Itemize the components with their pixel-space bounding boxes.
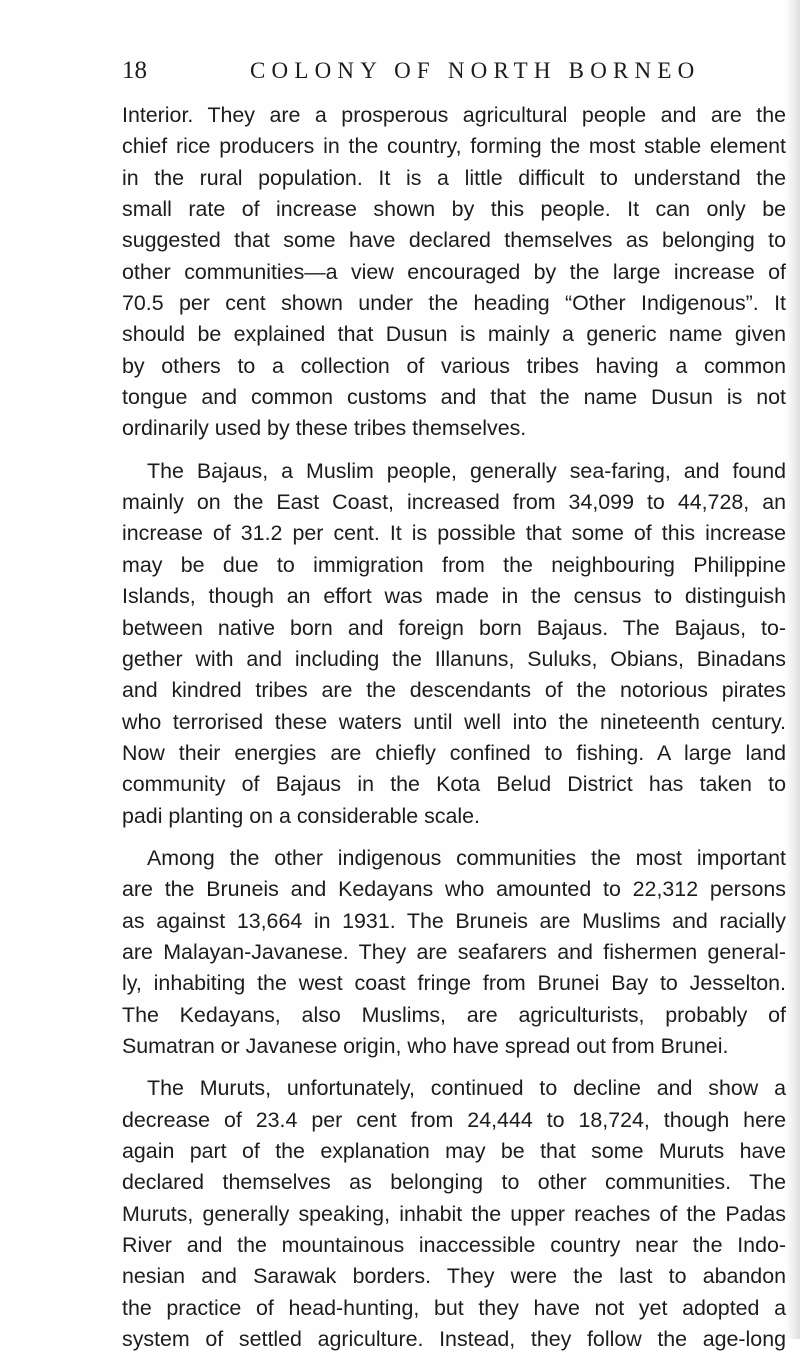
text-line: nesian and Sarawak borders. They were the last to abandon [122,1264,786,1289]
text-line: Among the other indigenous communities the most important [147,845,786,870]
text-line: The Muruts, unfortunately, continued to decline and show a [147,1076,786,1101]
text-line: system of settled agriculture. Instead, they follow the age-long [122,1327,786,1352]
text-line: River and the mountainous inaccessible country near the Indo- [122,1233,786,1258]
running-title: COLONY OF NORTH BORNEO [250,58,701,83]
paragraph [122,100,786,445]
text-line: Now their energies are chiefly confined to fishing. A large land [122,740,786,765]
text-line: should be explained that Dusun is mainly a generic name given [122,322,786,347]
text-line: community of Bajaus in the Kota Belud District has taken to [122,772,786,797]
text-line: by others to a collection of various tribes having a common [122,353,786,378]
text-line: ordinarily used by these tribes themselves. [122,416,527,441]
text-line: are Malayan-Javanese. They are seafarers and fishermen general- [122,939,786,964]
text-line: mainly on the East Coast, increased from 34,099 to 44,728, an [122,490,786,515]
text-line: and kindred tribes are the descendants of the notorious pirates [122,678,786,703]
text-line: Sumatran or Javanese origin, who have spread out from Brunei. [122,1033,729,1058]
page-header [122,54,792,88]
text-line: chief rice producers in the country, forming the most stable element [122,134,786,159]
text-line: between native born and foreign born Bajaus. The Bajaus, to- [122,615,786,640]
body-text [122,100,786,1355]
text-line: small rate of increase shown by this people. It can only be [122,197,786,222]
text-line: gether with and including the Illanuns, Suluks, Obians, Binadans [122,646,786,671]
text-line: padi planting on a considerable scale. [122,803,480,828]
text-line: are the Bruneis and Kedayans who amounted to 22,312 persons [122,877,786,902]
text-line: Interior. They are a prosperous agricultural people and are the [122,103,786,127]
text-line: increase of 31.2 per cent. It is possible that some of this increase [122,521,786,546]
text-line: as against 13,664 in 1931. The Bruneis are Muslims and racially [122,908,786,933]
text-line: may be due to immigration from the neighbouring Philippine [122,552,786,577]
page-edge-shadow [786,0,800,1339]
text-line: The Kedayans, also Muslims, are agriculturists, probably of [122,1002,786,1027]
text-line: declared themselves as belonging to other communities. The [122,1170,786,1195]
text-line: who terrorised these waters until well into the nineteenth century. [122,709,786,734]
text-line: the practice of head-hunting, but they have not yet adopted a [122,1295,786,1320]
text-line: Muruts, generally speaking, inhabit the upper reaches of the Padas [122,1201,786,1226]
text-line: decrease of 23.4 per cent from 24,444 to 18,724, though here [122,1107,786,1132]
text-line: again part of the explanation may be that some Muruts have [122,1139,786,1163]
text-line: ly, inhabiting the west coast fringe from Brunei Bay to Jesselton. [122,971,786,996]
text-line: other communities—a view encouraged by the large increase of [122,259,786,284]
text-line: tongue and common customs and that the name Dusun is not [122,385,786,410]
text-line: The Bajaus, a Muslim people, generally sea-faring, and found [147,458,786,483]
text-line: suggested that some have declared themselves as belonging to [122,228,786,253]
paragraph [122,456,786,832]
text-line: in the rural population. It is a little difficult to understand the [122,165,786,190]
paragraph [122,1073,786,1355]
text-line: Islands, though an effort was made in the census to distinguish [122,584,786,609]
page-number: 18 [122,57,147,84]
text-line: 70.5 per cent shown under the heading “Other Indigenous”. It [122,291,786,316]
paragraph [122,843,786,1062]
